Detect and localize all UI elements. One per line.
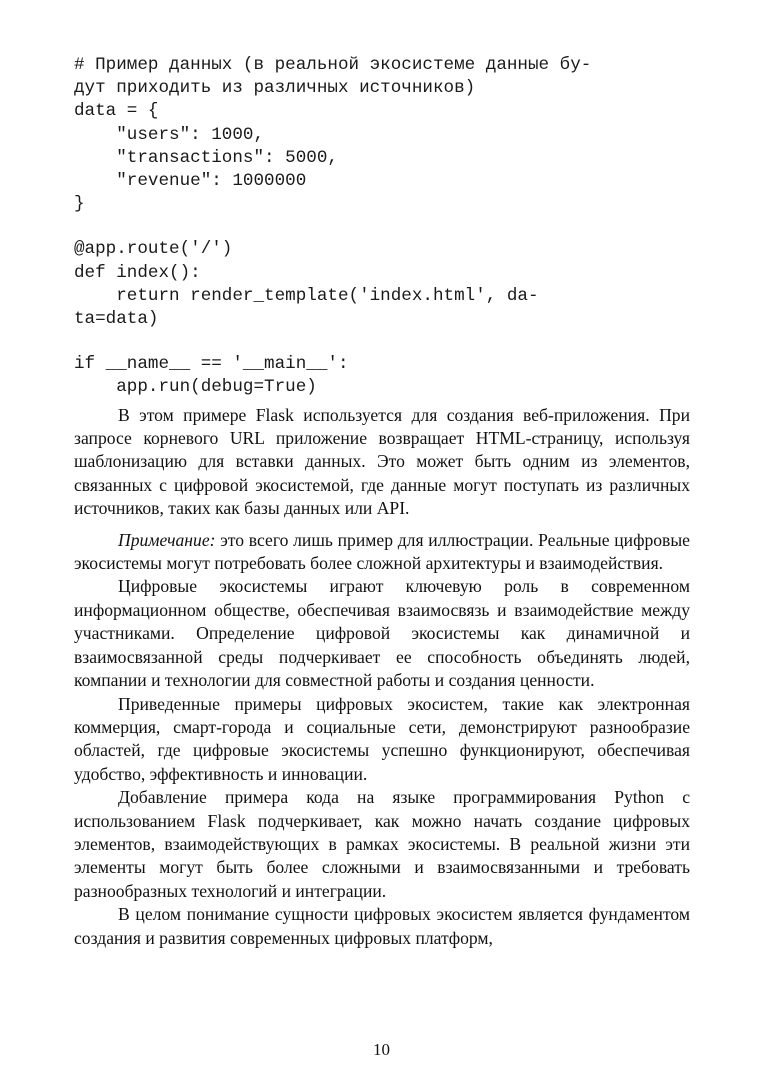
note-paragraph: [74, 529, 690, 576]
code-line: return render_template('index.html', da-: [74, 285, 539, 306]
page-number: 10: [373, 1040, 390, 1059]
paragraph: Приведенные примеры цифровых экосистем, такие как электронная коммерция, смарт-города и социальные сети, демонстрируют разнообразие областей, где цифровые экосистемы успешно функционируют, обеспечивая удобство, эффективность и инновации.: [74, 693, 690, 784]
code-line: @app.route('/'): [74, 239, 233, 260]
code-line: if __name__ == '__main__':: [74, 354, 349, 375]
paragraph: Добавление примера кода на языке программирования Python с использованием Flask подчеркивает, как можно начать создание цифровых элементов, взаимодействующих в рамках экосистемы. В реальной жизни эти элементы могут быть более сложными и взаимосвязанными и требовать разнообразных технологий и интеграции.: [74, 787, 690, 901]
note-label: Примечание:: [118, 529, 216, 550]
code-line: app.run(debug=True): [74, 377, 317, 398]
code-line: ta=data): [74, 309, 159, 330]
code-block-data: [74, 54, 690, 216]
code-line: "transactions": 5000,: [74, 147, 338, 168]
note-text: это всего лишь пример для иллюстрации. Реальные цифровые экосистемы могут потребовать более сложной архитектуры и взаимодействия.: [74, 529, 690, 574]
paragraph: В целом понимание сущности цифровых экосистем является фундаментом создания и развития современных цифровых платформ,: [74, 904, 690, 948]
code-line: дут приходить из различных источников): [74, 78, 476, 99]
code-line: "users": 1000,: [74, 124, 265, 145]
paragraph: Цифровые экосистемы играют ключевую роль в современном информационном обществе, обеспечивая взаимосвязь и взаимодействие между участниками. Определение цифровой экосистемы как динамичной и взаимосвязанной среды подчеркивает ее способность объединять людей, компании и технологии для совместной работы и создания ценности.: [74, 576, 690, 691]
code-gap: [74, 216, 690, 238]
body-text: [74, 404, 690, 950]
code-line: # Пример данных (в реальной экосистеме данные бу-: [74, 55, 592, 75]
paragraph: В этом примере Flask используется для создания веб-приложения. При запросе корневого URL приложение возвращает HTML-страницу, используя шаблонизацию для вставки данных. Это может быть одним из элементов, связанных с цифровой экосистемой, где данные могут поступать из различных источников, таких как базы данных или API.: [74, 404, 690, 519]
code-line: "revenue": 1000000: [74, 171, 307, 192]
code-line: }: [74, 194, 85, 215]
code-block-main: [74, 353, 690, 399]
code-line: def index():: [74, 262, 201, 283]
document-page: [74, 54, 690, 950]
code-block-route: [74, 238, 690, 331]
code-line: data = {: [74, 101, 159, 122]
code-gap: [74, 331, 690, 353]
